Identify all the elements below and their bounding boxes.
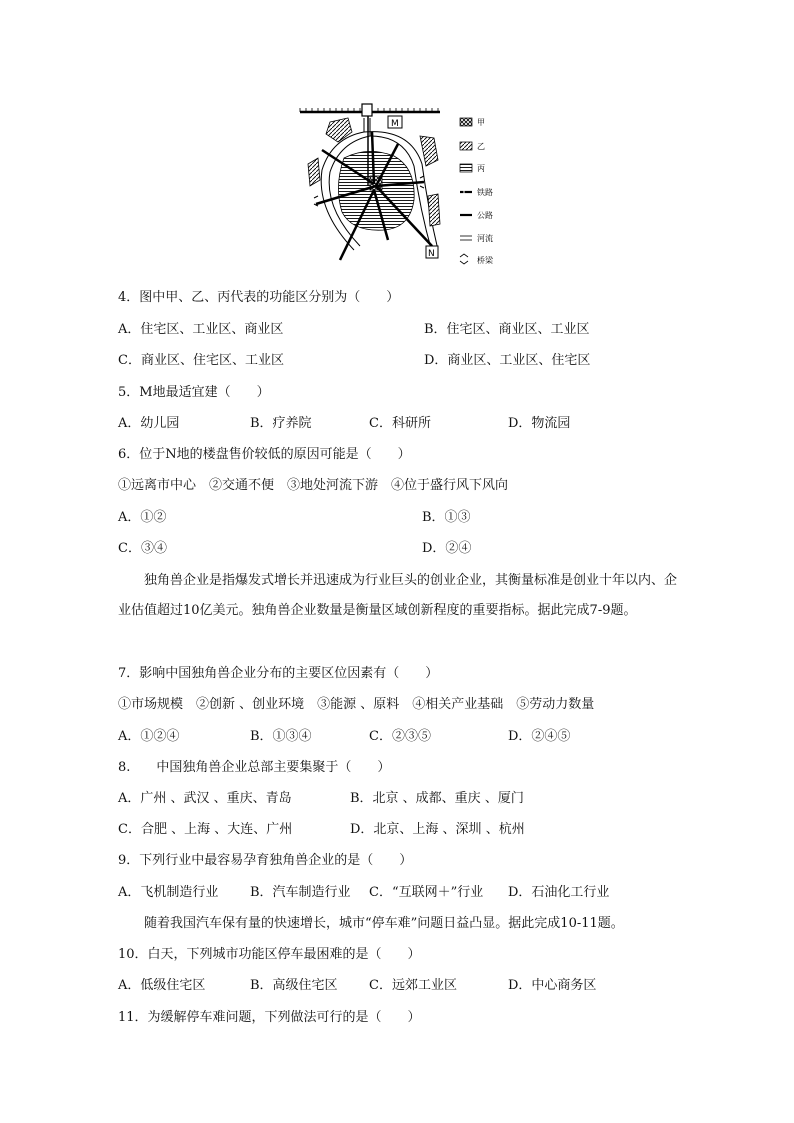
q5-option-a[interactable]: A．幼儿园	[118, 416, 180, 431]
legend-jia: 甲	[477, 118, 485, 127]
q8-option-a[interactable]: A．广州 、武汉 、重庆、青岛	[118, 791, 292, 806]
passage-parking: 随着我国汽车保有量的快速增长，城市“停车难”问题日益凸显。据此完成10-11题。	[144, 916, 624, 931]
legend-railway: 铁路	[477, 188, 493, 197]
q8-stem: 8. 中国独角兽企业总部主要集聚于（ ）	[118, 760, 391, 775]
q8-option-c[interactable]: C．合肥 、上海 、大连、广州	[118, 822, 293, 837]
legend-river: 河流	[477, 234, 493, 243]
q5-option-c[interactable]: C．科研所	[369, 416, 431, 431]
q5-stem: 5．M地最适宜建（ ）	[118, 385, 270, 400]
q5-option-b[interactable]: B．疗养院	[250, 416, 312, 431]
q8-option-d[interactable]: D．北京、上海 、深圳 、杭州	[350, 822, 525, 837]
q7-option-a[interactable]: A．①②④	[118, 729, 180, 744]
legend-highway: 公路	[477, 211, 493, 220]
legend-bing: 丙	[477, 164, 485, 173]
q4-option-b[interactable]: B．住宅区、商业区、工业区	[424, 322, 590, 337]
station-icon	[362, 104, 372, 116]
q7-items: ①市场规模 ②创新 、创业环境 ③能源 、原料 ④相关产业基础 ⑤劳动力数量	[118, 697, 595, 712]
q4-option-c[interactable]: C．商业区、住宅区、工业区	[118, 353, 284, 368]
legend-yi: 乙	[477, 142, 485, 151]
marker-n: N	[428, 249, 435, 259]
functional-zone-map	[292, 100, 512, 270]
q9-option-d[interactable]: D．石油化工行业	[508, 885, 610, 900]
q10-stem: 10．白天，下列城市功能区停车最困难的是（ ）	[118, 947, 421, 962]
q10-option-c[interactable]: C．远郊工业区	[369, 978, 457, 993]
q6-items: ①远离市中心 ②交通不便 ③地处河流下游 ④位于盛行风下风向	[118, 478, 509, 493]
zone-bing	[338, 151, 414, 230]
q6-option-d[interactable]: D．②④	[422, 541, 472, 556]
passage-unicorn: 独角兽企业是指爆发式增长并迅速成为行业巨头的创业企业，其衡量标准是创业十年以内、企业估值超过10亿美元。独角兽企业数量是衡量区域创新程度的重要指标。据此完成7-9题。	[118, 573, 678, 618]
q6-option-b[interactable]: B．①③	[422, 510, 471, 525]
q6-option-a[interactable]: A．①②	[118, 510, 167, 525]
q9-option-c[interactable]: C．“互联网＋”行业	[369, 885, 484, 900]
q9-option-a[interactable]: A．飞机制造行业	[118, 885, 219, 900]
q5-option-d[interactable]: D．物流园	[508, 416, 571, 431]
q7-option-c[interactable]: C．②③⑤	[369, 729, 431, 744]
map-legend	[460, 118, 494, 265]
marker-m: M	[391, 119, 399, 129]
q6-option-c[interactable]: C．③④	[118, 541, 167, 556]
q11-stem: 11．为缓解停车难问题，下列做法可行的是（ ）	[118, 1010, 421, 1025]
q9-stem: 9．下列行业中最容易孕育独角兽企业的是（ ）	[118, 853, 413, 868]
q7-stem: 7．影响中国独角兽企业分布的主要区位因素有（ ）	[118, 666, 439, 681]
q8-option-b[interactable]: B．北京 、成都、重庆 、厦门	[350, 791, 524, 806]
q10-option-a[interactable]: A．低级住宅区	[118, 978, 206, 993]
q6-stem: 6．位于N地的楼盘售价较低的原因可能是（ ）	[118, 447, 411, 462]
q9-option-b[interactable]: B．汽车制造行业	[250, 885, 351, 900]
q7-option-d[interactable]: D．②④⑤	[508, 729, 571, 744]
q10-option-d[interactable]: D．中心商务区	[508, 978, 597, 993]
q10-option-b[interactable]: B．高级住宅区	[250, 978, 338, 993]
q4-option-d[interactable]: D．商业区、工业区、住宅区	[424, 353, 591, 368]
q4-stem: 4．图中甲、乙、丙代表的功能区分别为（ ）	[118, 290, 400, 305]
q4-option-a[interactable]: A．住宅区、工业区、商业区	[118, 322, 284, 337]
q7-option-b[interactable]: B．①③④	[250, 729, 312, 744]
legend-bridge: 桥梁	[477, 256, 493, 265]
